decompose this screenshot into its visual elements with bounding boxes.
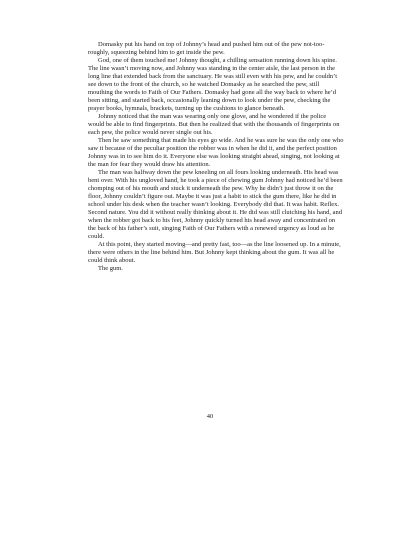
- paragraph-3: Johnny noticed that the man was wearing only one glove, and he wondered if the police would be able to find fingerprints. But then he realized that with the thousands of fingerprints on each pew, the police would never single out his.: [88, 113, 340, 137]
- paragraph-6: At this point, they started moving—and pretty fast, too—as the line loosened up. In a minute, there were others in the line behind him. But Johnny kept thinking about the gum. It was all he could think about.: [88, 241, 341, 265]
- paragraph-5: The man was halfway down the pew kneeling on all fours looking underneath. His head was bent over. With his ungloved hand, he took a piece of chewing gum Johnny had noticed he’d been chomping out of his mouth and stuck it underneath the pew. Why he didn’t just throw it on the floor, Johnny couldn’t figure out. Maybe it was just a habit to stick the gum there, like he did in school under his desk when the teacher wasn’t looking. Everybody did that. It was habit. Reflex. Second nature. You did it without really thinking about it. He did was still clutching his hand, and when the robber got back to his feet, Johnny quickly turned his head away and concentrated on the back of his father’s suit, singing Faith of Our Fathers with a renewed urgency as loud as he could.: [88, 169, 343, 241]
- paragraph-2: God, one of them touched me! Johnny thought, a chilling sensation running down his spine. The line wasn’t moving now, and Johnny was standing in the center aisle, the last person in the long line that extended back from the sanctuary. He was still even with his pew, and he couldn’t see down to the front of the church, so he watched Domasky as he searched the pew, still mouthing the words to Faith of Our Fathers. Domasky had gone all the way back to where he’d been sitting, and started back, occasionally leaning down to look under the pew, checking the prayer books, hymnals, brackets, turning up the cushions to glance beneath.: [88, 57, 338, 113]
- paragraph-1: Domasky put his hand on top of Johnny’s head and pushed him out of the pew not-too-roughly, squeezing behind him to get inside the pew.: [88, 41, 325, 57]
- page-number: 40: [206, 413, 214, 420]
- paragraph-7: The gum.: [98, 265, 123, 273]
- paragraph-4: Then he saw something that made his eyes go wide. And he was sure he was the only one who saw it because of the peculiar position the robber was in when he did it, and the perfect position Johnny was in to see him do it. Everyone else was looking straight ahead, singing, not looking at the man for fear they would draw his attention.: [88, 137, 344, 169]
- body-text: [88, 41, 344, 273]
